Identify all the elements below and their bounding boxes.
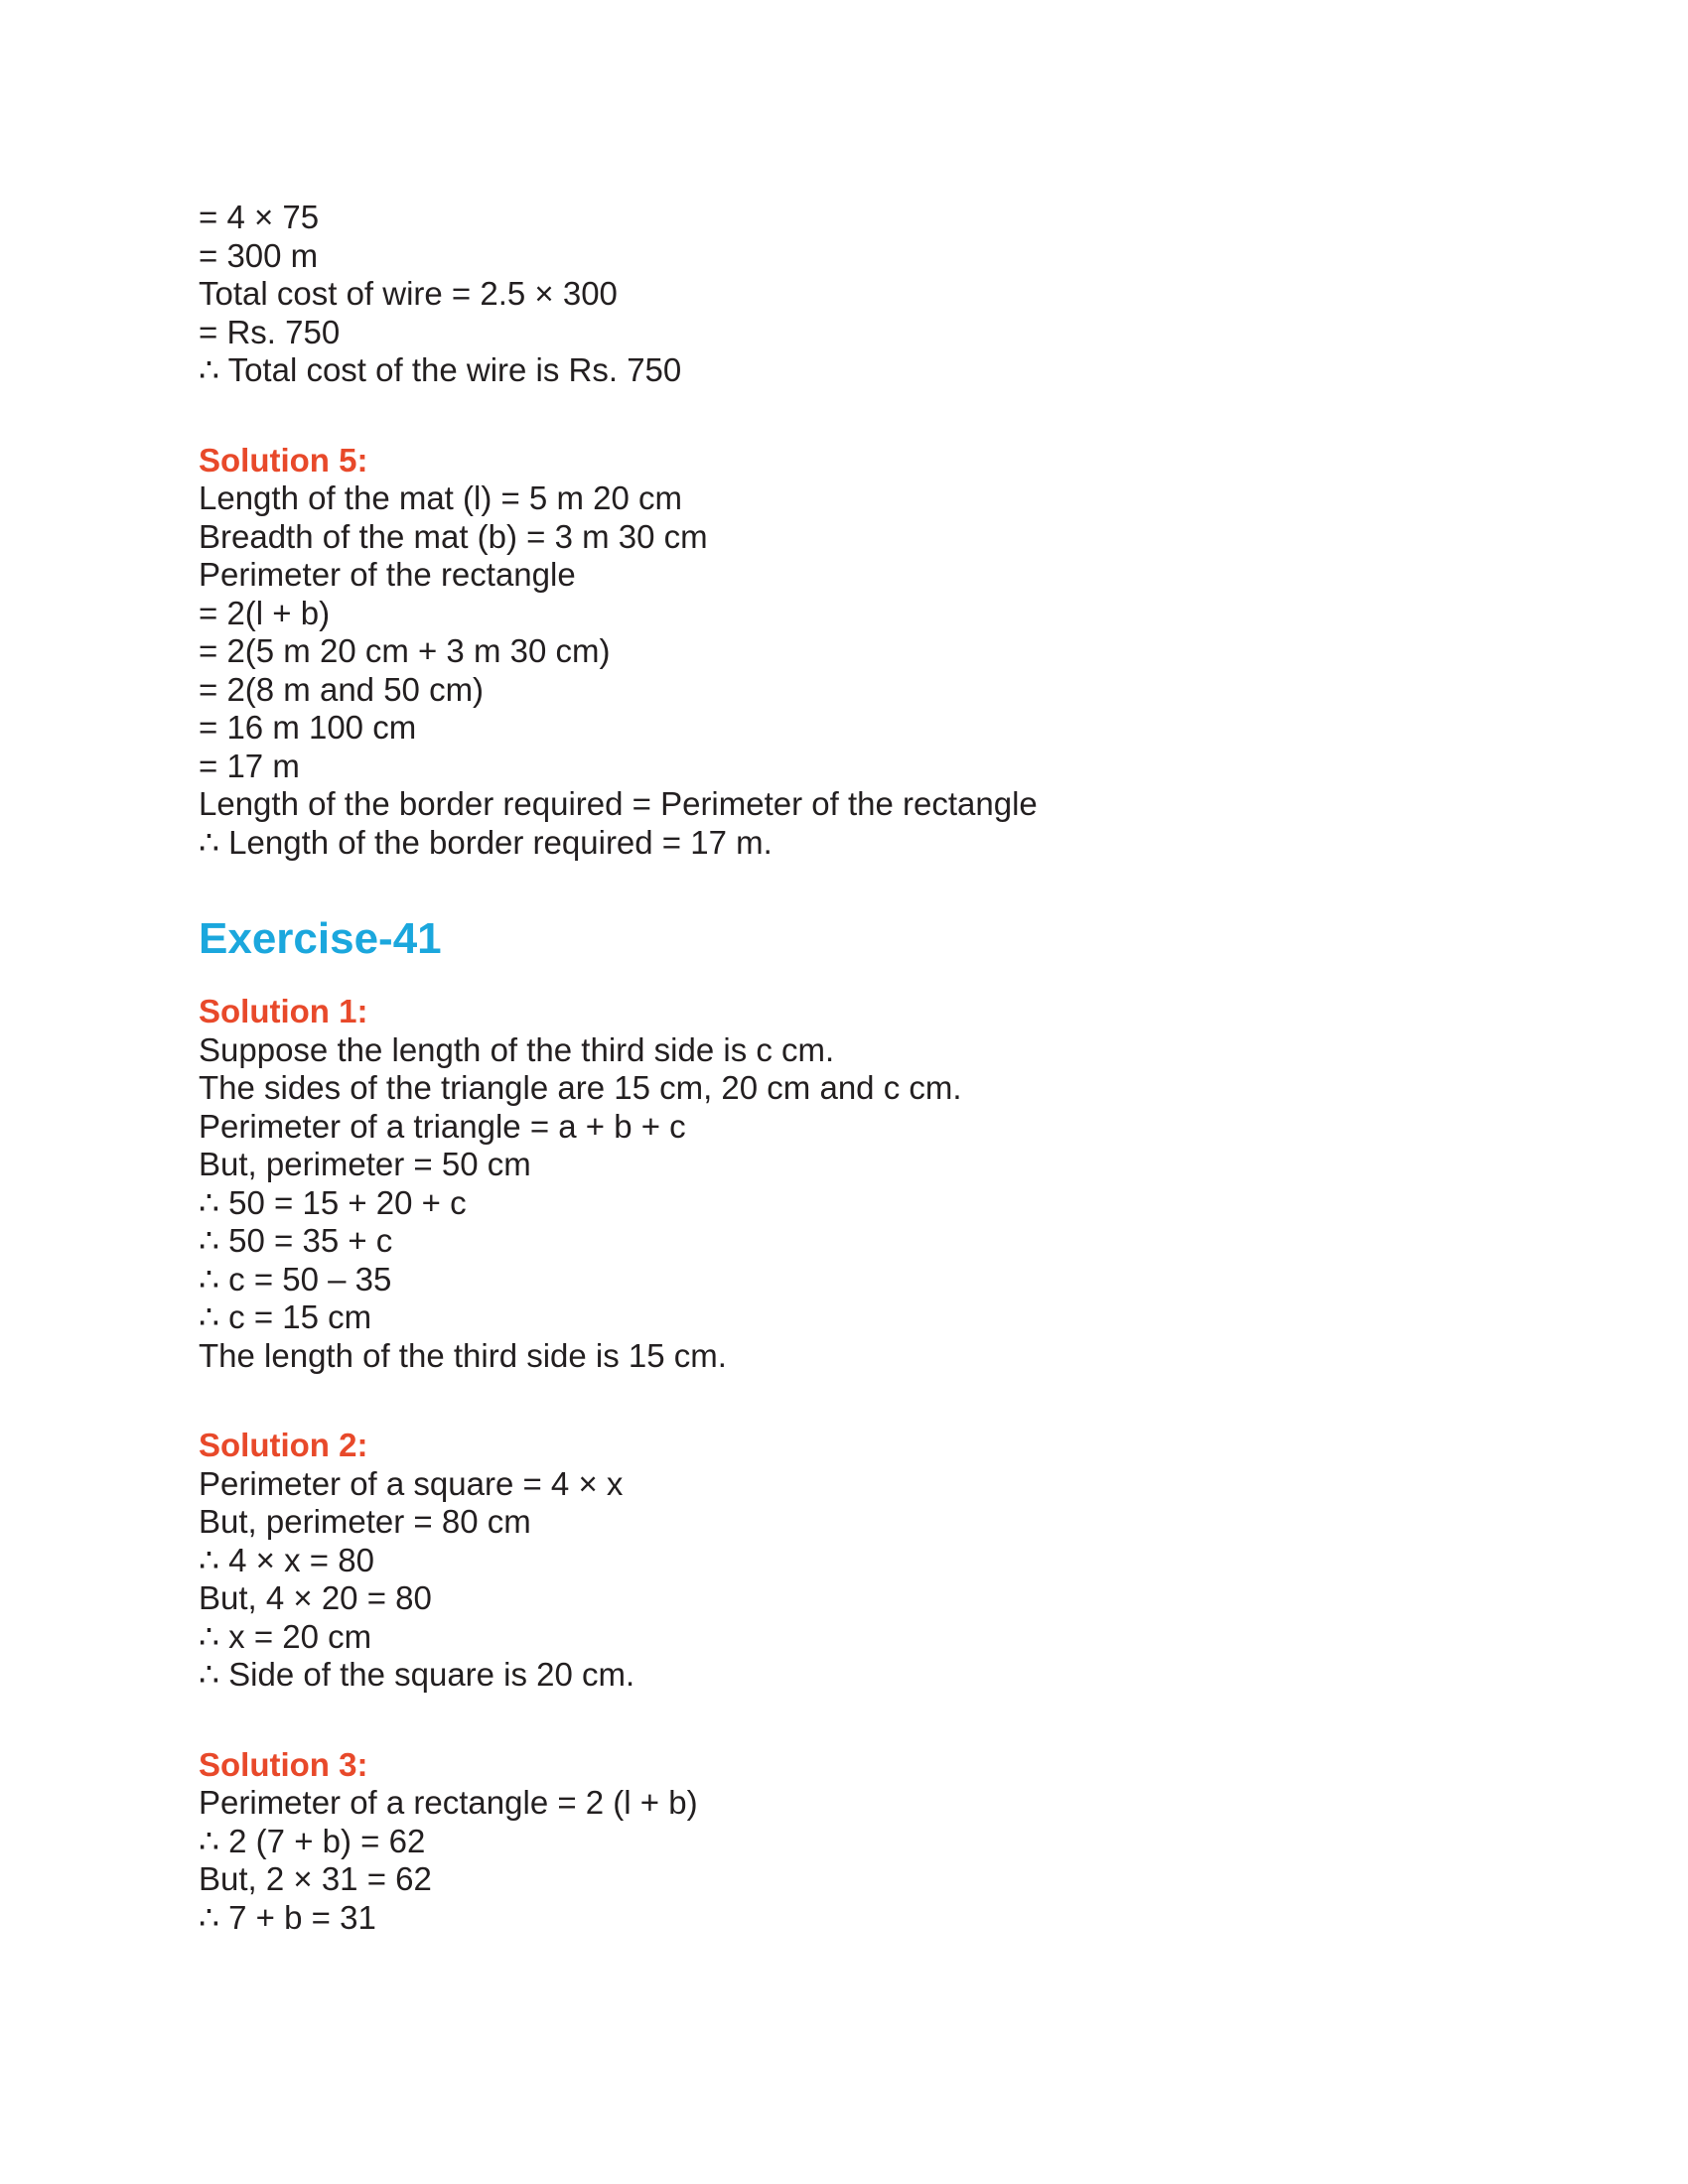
continued-solution: [199, 199, 1489, 390]
text-line: ∴ 7 + b = 31: [199, 1898, 376, 1936]
text-line: Length of the border required = Perimeter of the rectangle: [199, 785, 1038, 822]
text-line: ∴ 50 = 15 + 20 + c: [199, 1183, 467, 1221]
text-line: ∴ x = 20 cm: [199, 1617, 372, 1655]
text-line: = 2(5 m 20 cm + 3 m 30 cm): [199, 632, 611, 669]
text-line: But, 4 × 20 = 80: [199, 1579, 432, 1616]
solution-heading: Solution 3:: [199, 1745, 368, 1783]
text-line: ∴ Side of the square is 20 cm.: [199, 1656, 635, 1693]
text-line: Perimeter of a rectangle = 2 (l + b): [199, 1784, 698, 1821]
solution-2: [199, 1427, 1489, 1695]
text-line: ∴ Total cost of the wire is Rs. 750: [199, 351, 682, 388]
text-line: But, perimeter = 80 cm: [199, 1503, 531, 1540]
text-line: The sides of the triangle are 15 cm, 20 cm and c cm.: [199, 1069, 962, 1106]
text-line: But, 2 × 31 = 62: [199, 1860, 432, 1897]
text-line: = 2(l + b): [199, 594, 331, 631]
text-line: ∴ 2 (7 + b) = 62: [199, 1822, 426, 1859]
text-line: Suppose the length of the third side is c cm.: [199, 1030, 835, 1068]
text-line: Perimeter of a square = 4 × x: [199, 1464, 624, 1502]
solution-heading: Solution 5:: [199, 441, 368, 478]
solution-1: [199, 993, 1489, 1375]
text-line: = 300 m: [199, 236, 319, 274]
text-line: Perimeter of a triangle = a + b + c: [199, 1107, 686, 1145]
text-line: ∴ c = 15 cm: [199, 1298, 372, 1335]
text-line: ∴ c = 50 – 35: [199, 1260, 392, 1297]
text-line: = 4 × 75: [199, 199, 320, 235]
text-line: ∴ 4 × x = 80: [199, 1541, 374, 1578]
text-line: Breadth of the mat (b) = 3 m 30 cm: [199, 517, 708, 555]
text-line: = 2(8 m and 50 cm): [199, 670, 485, 708]
solution-5: [199, 442, 1489, 863]
solution-heading: Solution 2:: [199, 1427, 368, 1463]
text-line: ∴ Length of the border required = 17 m.: [199, 823, 773, 861]
text-line: The length of the third side is 15 cm.: [199, 1336, 727, 1374]
solution-3: [199, 1746, 1489, 1938]
solution-heading: Solution 1:: [199, 993, 368, 1029]
text-line: = Rs. 750: [199, 313, 341, 350]
exercise-title: Exercise-41: [199, 914, 442, 963]
text-line: Length of the mat (l) = 5 m 20 cm: [199, 479, 682, 516]
text-line: = 16 m 100 cm: [199, 709, 417, 746]
text-line: But, perimeter = 50 cm: [199, 1146, 531, 1182]
document-page: [199, 199, 1489, 1937]
text-line: ∴ 50 = 35 + c: [199, 1222, 393, 1259]
text-line: = 17 m: [199, 747, 300, 784]
text-line: Perimeter of the rectangle: [199, 556, 576, 593]
text-line: Total cost of wire = 2.5 × 300: [199, 275, 618, 312]
